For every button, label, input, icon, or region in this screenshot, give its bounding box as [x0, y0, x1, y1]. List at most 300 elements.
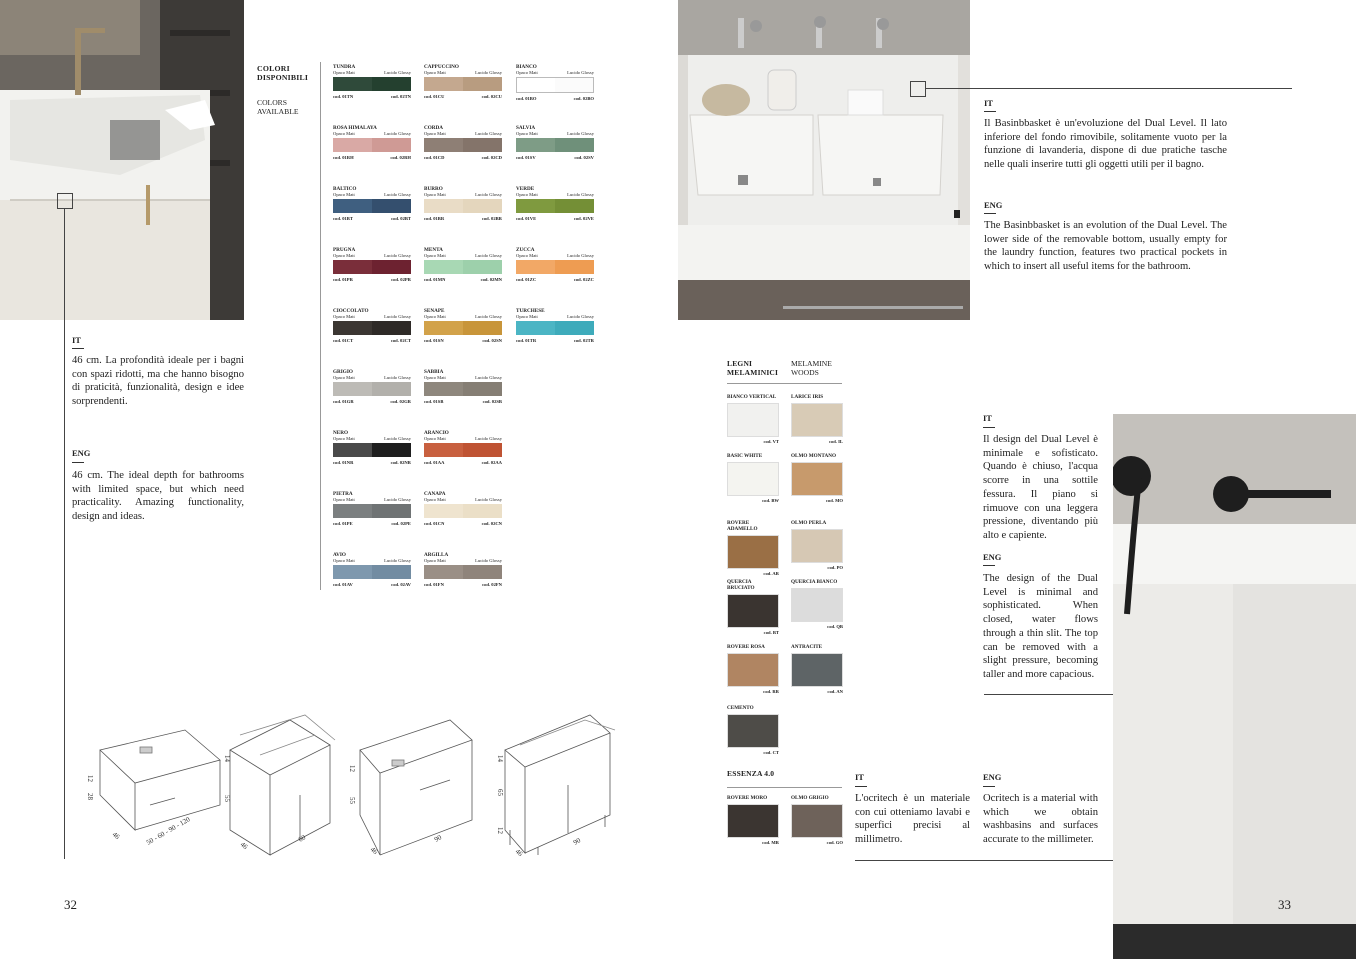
dim-label: 46: [368, 845, 380, 857]
finish-gloss-label: Lucido Glossy: [567, 253, 594, 258]
wood-code: cod. VT: [763, 439, 779, 444]
finish-gloss-label: Lucido Glossy: [384, 497, 411, 502]
page-number-right: 33: [1278, 897, 1291, 912]
mid-it-bar: [983, 427, 995, 428]
swatch-code-gloss: cod. 02CN: [481, 521, 502, 526]
left-eng-bar: [72, 462, 84, 463]
callout-line-top-right: [926, 88, 1292, 89]
dim-label: 65: [496, 789, 504, 796]
swatch-matt-color: [333, 382, 372, 396]
swatch-matt-color: [424, 565, 463, 579]
finish-gloss-label: Lucido Glossy: [384, 375, 411, 380]
woods-heading-rule: [727, 383, 842, 384]
swatch-code-matt: cod. 01BT: [333, 216, 353, 221]
swatch-gloss-color: [372, 138, 411, 152]
swatch-code-gloss: cod. 02BR: [481, 216, 502, 221]
bot-it-text: L'ocritech è un materiale con cui otteniamo lavabi e superfici precisi al millimetro.: [855, 793, 970, 846]
swatch-code-gloss: cod. 02SN: [482, 338, 502, 343]
left-eng-label: ENG: [72, 448, 91, 458]
colors-heading: COLORI DISPONIBILI: [257, 64, 309, 82]
swatch-gloss-color: [463, 199, 502, 213]
left-it-text: 46 cm. La profondità ideale per i bagni con spazi ridotti, ma che hanno bisogno di praticità, funzionalità, design e idee sorprendenti.: [72, 355, 244, 408]
swatch-code-gloss: cod. 02PR: [391, 277, 411, 282]
wood-code: cod. AR: [763, 571, 779, 576]
finish-matt-label: Opaco Matt: [424, 497, 446, 502]
essenza-swatch: [727, 795, 779, 845]
mid-it-text: Il design del Dual Level è minimale e sofisticato. Quando è chiuso, l'acqua scorre in una sottile fessura. Il piano si rimuove con una leggera pressione, diventando più alto e capiente.: [983, 434, 1098, 541]
swatch-code-gloss: cod. 02CU: [481, 94, 502, 99]
wood-tile: [791, 403, 843, 437]
finish-gloss-label: Lucido Glossy: [384, 314, 411, 319]
swatch-gloss-color: [555, 138, 594, 152]
swatch-gloss-color: [372, 199, 411, 213]
color-swatch: [516, 125, 594, 161]
swatch-code-gloss: cod. 02MN: [480, 277, 502, 282]
swatch-gloss-color: [555, 78, 593, 92]
finish-matt-label: Opaco Matt: [424, 253, 446, 258]
top-eng-bar: [984, 213, 996, 214]
color-swatch: [424, 430, 502, 466]
wood-tile: [791, 653, 843, 687]
top-eng-label: ENG: [984, 200, 1003, 210]
swatch-matt-color: [333, 199, 372, 213]
finish-matt-label: Opaco Matt: [333, 70, 355, 75]
wood-code: cod. MO: [825, 498, 843, 503]
color-swatch: [333, 552, 411, 588]
swatch-code-gloss: cod. 02SV: [574, 155, 594, 160]
dimension-drawings: [80, 705, 640, 865]
swatch-name: CAPPUCCINO: [424, 64, 459, 70]
finish-matt-label: Opaco Matt: [333, 192, 355, 197]
sink-photo-illustration: [0, 0, 244, 320]
wood-tile: [791, 529, 843, 563]
cabinet-drawing-2: [230, 715, 335, 855]
swatch-name: SABBIA: [424, 369, 444, 375]
swatch-matt-color: [333, 565, 372, 579]
color-swatch: [333, 186, 411, 222]
dim-label: 50 - 60 - 90 - 120: [145, 815, 192, 847]
swatch-matt-color: [333, 260, 372, 274]
swatch-matt-color: [424, 382, 463, 396]
finish-matt-label: Opaco Matt: [424, 375, 446, 380]
color-swatch: [333, 125, 411, 161]
finish-matt-label: Opaco Matt: [424, 558, 446, 563]
mid-eng-bar: [983, 565, 995, 566]
bot-it-bar: [855, 786, 867, 787]
finish-matt-label: Opaco Matt: [333, 436, 355, 441]
swatch-name: SENAPE: [424, 308, 445, 314]
wood-tile: [727, 403, 779, 437]
swatch-code-gloss: cod. 02VE: [573, 216, 594, 221]
swatch-matt-color: [424, 260, 463, 274]
mid-eng-text: The design of the Dual Level is minimal and sophisticated. When closed, water flows through a thin slit. The top can be removed with a slight pressure, becoming taller and more capacious.: [983, 573, 1098, 680]
swatch-name: ZUCCA: [516, 247, 535, 253]
dual-level-photo: [1113, 414, 1356, 959]
swatch-gloss-color: [372, 260, 411, 274]
swatch-code-matt: cod. 01AA: [424, 460, 445, 465]
color-swatch: [333, 491, 411, 527]
swatch-gloss-color: [463, 321, 502, 335]
woods-heading: LEGNI MELAMINICI: [727, 359, 779, 377]
wood-tile: [727, 535, 779, 569]
callout-marker-top-right: [910, 81, 926, 97]
color-swatch: [424, 491, 502, 527]
swatch-name: ARANCIO: [424, 430, 449, 436]
swatch-name: TUNDRA: [333, 64, 356, 70]
basinbasket-photo: [678, 0, 970, 320]
swatch-matt-color: [516, 321, 555, 335]
swatch-matt-color: [333, 504, 372, 518]
swatch-code-matt: cod. 01VE: [516, 216, 537, 221]
wood-tile: [791, 804, 843, 838]
swatch-code-matt: cod. 01SB: [424, 399, 444, 404]
wood-swatch: [727, 453, 779, 503]
swatch-code-gloss: cod. 02ZC: [573, 277, 594, 282]
finish-gloss-label: Lucido Glossy: [475, 192, 502, 197]
finish-gloss-label: Lucido Glossy: [384, 436, 411, 441]
dim-label: 46: [238, 840, 250, 852]
color-swatch: [333, 64, 411, 100]
swatch-name: BIANCO: [516, 64, 537, 70]
wood-code: cod. QB: [827, 624, 843, 629]
finish-matt-label: Opaco Matt: [424, 436, 446, 441]
bot-it-label: IT: [855, 772, 864, 782]
cabinet-drawing-3: [360, 720, 472, 855]
color-swatch: [424, 308, 502, 344]
dim-label: 90: [433, 833, 444, 844]
callout-marker-left: [57, 193, 73, 209]
finish-gloss-label: Lucido Glossy: [475, 375, 502, 380]
swatch-code-matt: cod. 01FN: [424, 582, 444, 587]
finish-matt-label: Opaco Matt: [516, 131, 538, 136]
swatch-name: PIETRA: [333, 491, 353, 497]
swatch-gloss-color: [372, 321, 411, 335]
dim-label: 60: [297, 833, 308, 844]
finish-gloss-label: Lucido Glossy: [567, 70, 594, 75]
color-swatch: [424, 64, 502, 100]
swatch-name: AVIO: [333, 552, 346, 558]
wood-tile: [791, 588, 843, 622]
swatch-code-gloss: cod. 02GR: [390, 399, 411, 404]
swatch-name: TURCHESE: [516, 308, 545, 314]
finish-matt-label: Opaco Matt: [516, 70, 538, 75]
swatch-gloss-color: [463, 382, 502, 396]
wood-tile: [727, 804, 779, 838]
swatch-matt-color: [424, 77, 463, 91]
swatch-matt-color: [333, 77, 372, 91]
wood-tile: [727, 594, 779, 628]
swatch-gloss-color: [372, 504, 411, 518]
wood-swatch: [791, 579, 843, 629]
dim-label: 55: [348, 797, 356, 804]
top-eng-text: The Basinbbasket is an evolution of the Dual Level. The lower side of the removable bottom, usually empty for the laundry function, features two practical pockets in which to insert all useful items for the bathroom.: [984, 220, 1227, 273]
swatch-code-gloss: cod. 02BO: [573, 96, 594, 101]
essenza-heading-rule: [727, 787, 842, 788]
swatch-code-matt: cod. 01BO: [516, 96, 537, 101]
wood-tile: [727, 714, 779, 748]
mid-eng-label: ENG: [983, 552, 1002, 562]
finish-gloss-label: Lucido Glossy: [567, 131, 594, 136]
swatch-code-gloss: cod. 02SB: [482, 399, 502, 404]
wood-swatch: [727, 394, 779, 444]
finish-gloss-label: Lucido Glossy: [475, 497, 502, 502]
callout-line-left: [64, 209, 65, 859]
swatch-code-gloss: cod. 02BT: [391, 216, 411, 221]
dual-level-illustration: [1113, 414, 1356, 959]
swatch-code-matt: cod. 01TR: [516, 338, 537, 343]
dim-label: 90: [572, 836, 583, 847]
swatch-code-matt: cod. 01BR: [424, 216, 445, 221]
swatch-code-gloss: cod. 02FN: [482, 582, 502, 587]
swatch-gloss-color: [372, 443, 411, 457]
swatch-gloss-color: [463, 443, 502, 457]
color-swatch: [516, 308, 594, 344]
swatch-code-matt: cod. 01SV: [516, 155, 536, 160]
swatch-code-matt: cod. 01AV: [333, 582, 353, 587]
finish-matt-label: Opaco Matt: [333, 131, 355, 136]
wood-name: BASIC WHITE: [727, 453, 763, 459]
color-swatch: [424, 552, 502, 588]
color-swatch: [424, 125, 502, 161]
swatch-name: ROSA HIMALAYA: [333, 125, 377, 131]
color-swatch: [424, 247, 502, 283]
wood-code: cod. CT: [763, 750, 779, 755]
finish-matt-label: Opaco Matt: [333, 314, 355, 319]
swatch-code-gloss: cod. 02RH: [390, 155, 411, 160]
left-it-bar: [72, 348, 84, 349]
bot-eng-label: ENG: [983, 772, 1002, 782]
wood-swatch: [791, 644, 843, 694]
swatch-code-gloss: cod. 02TR: [573, 338, 594, 343]
swatch-matt-color: [333, 443, 372, 457]
swatch-code-matt: cod. 01RH: [333, 155, 354, 160]
swatch-code-matt: cod. 01ZC: [516, 277, 537, 282]
swatch-gloss-color: [555, 260, 594, 274]
color-swatch: [424, 186, 502, 222]
wood-name: OLMO PERLA: [791, 520, 827, 526]
wood-code: cod. BW: [762, 498, 779, 503]
callout-line-bottom: [855, 860, 1152, 861]
finish-gloss-label: Lucido Glossy: [475, 70, 502, 75]
swatch-gloss-color: [463, 138, 502, 152]
wood-name: ROVERE MORO: [727, 795, 768, 801]
swatch-code-matt: cod. 01NR: [333, 460, 354, 465]
wood-swatch: [727, 579, 779, 635]
swatch-matt-color: [424, 504, 463, 518]
finish-gloss-label: Lucido Glossy: [475, 436, 502, 441]
wood-name: BIANCO VERTICAL: [727, 394, 777, 400]
top-it-bar: [984, 111, 996, 112]
wood-swatch: [727, 520, 779, 576]
dim-label: 12: [348, 765, 356, 772]
colors-heading-en: COLORS AVAILABLE: [257, 98, 299, 116]
finish-matt-label: Opaco Matt: [333, 375, 355, 380]
wood-code: cod. GO: [826, 840, 843, 845]
wood-name: QUERCIA BRUCIATO: [727, 579, 755, 591]
cabinet-drawing-4: [505, 715, 615, 855]
finish-matt-label: Opaco Matt: [333, 497, 355, 502]
finish-gloss-label: Lucido Glossy: [475, 131, 502, 136]
top-it-text: Il Basinbbasket è un'evoluzione del Dual Level. Il lato inferiore del fondo rimovibile, solitamente vuoto per la funzione di lavanderia, dispone di due pratiche tasche nelle quali inserire tutti gli oggetti utili per il bagno.: [984, 118, 1227, 171]
swatch-name: PRUGNA: [333, 247, 356, 253]
swatch-gloss-color: [555, 199, 594, 213]
finish-gloss-label: Lucido Glossy: [567, 192, 594, 197]
color-swatch: [333, 430, 411, 466]
swatch-gloss-color: [555, 321, 594, 335]
basinbasket-illustration: [678, 0, 970, 320]
wood-tile: [727, 653, 779, 687]
dim-label: 28: [86, 793, 94, 800]
swatch-name: NERO: [333, 430, 348, 436]
dim-label: 12: [496, 827, 504, 834]
swatch-matt-color: [516, 138, 555, 152]
wood-name: QUERCIA BIANCO: [791, 579, 838, 585]
dim-label: 14: [496, 755, 504, 762]
swatch-name: CIOCCOLATO: [333, 308, 369, 314]
swatch-code-matt: cod. 01CU: [424, 94, 445, 99]
finish-gloss-label: Lucido Glossy: [384, 131, 411, 136]
swatch-code-matt: cod. 01PR: [333, 277, 353, 282]
finish-matt-label: Opaco Matt: [424, 192, 446, 197]
swatch-code-matt: cod. 01CT: [333, 338, 354, 343]
dim-label: 46: [110, 830, 122, 842]
wood-code: cod. RR: [763, 689, 779, 694]
color-swatch: [333, 308, 411, 344]
top-it-label: IT: [984, 98, 993, 108]
wood-swatch: [791, 520, 843, 570]
swatch-name: BALTICO: [333, 186, 357, 192]
dim-label: 14: [223, 755, 231, 762]
swatch-matt-color: [333, 138, 372, 152]
finish-matt-label: Opaco Matt: [424, 131, 446, 136]
finish-gloss-label: Lucido Glossy: [384, 192, 411, 197]
finish-matt-label: Opaco Matt: [333, 558, 355, 563]
swatch-code-gloss: cod. 02NR: [390, 460, 411, 465]
swatch-code-matt: cod. 01MN: [424, 277, 446, 282]
essenza-swatch: [791, 795, 843, 845]
bot-eng-text: Ocritech is a material with which we obtain washbasins and surfaces accurate to the millimeter.: [983, 793, 1098, 846]
swatch-code-gloss: cod. 02AA: [481, 460, 502, 465]
swatch-code-matt: cod. 01GR: [333, 399, 354, 404]
swatch-name: BURRO: [424, 186, 443, 192]
swatch-matt-color: [424, 321, 463, 335]
swatch-code-matt: cod. 01TN: [333, 94, 354, 99]
swatch-code-gloss: cod. 02CT: [390, 338, 411, 343]
swatch-matt-color: [424, 199, 463, 213]
left-it-label: IT: [72, 335, 81, 345]
finish-gloss-label: Lucido Glossy: [475, 558, 502, 563]
finish-matt-label: Opaco Matt: [516, 314, 538, 319]
finish-gloss-label: Lucido Glossy: [384, 70, 411, 75]
color-swatch: [333, 247, 411, 283]
wood-name: OLMO GRIGIO: [791, 795, 829, 801]
essenza-heading: ESSENZA 4.0: [727, 769, 775, 778]
dim-label: 55: [223, 795, 231, 802]
swatch-name: CORDA: [424, 125, 444, 131]
swatch-code-gloss: cod. 02CD: [481, 155, 502, 160]
finish-matt-label: Opaco Matt: [516, 253, 538, 258]
wood-tile: [791, 462, 843, 496]
finish-gloss-label: Lucido Glossy: [384, 253, 411, 258]
finish-matt-label: Opaco Matt: [424, 314, 446, 319]
swatch-gloss-color: [463, 565, 502, 579]
finish-matt-label: Opaco Matt: [333, 253, 355, 258]
cabinet-drawing-1: [100, 730, 220, 830]
swatch-code-gloss: cod. 02PE: [391, 521, 411, 526]
wood-swatch: [791, 394, 843, 444]
dim-label: 12: [86, 775, 94, 782]
woods-heading-en: MELAMINE WOODS: [791, 359, 832, 377]
swatch-matt-color: [424, 138, 463, 152]
finish-gloss-label: Lucido Glossy: [567, 314, 594, 319]
swatch-matt-color: [516, 260, 555, 274]
dim-label: 46: [513, 847, 525, 859]
swatch-gloss-color: [463, 77, 502, 91]
swatch-code-matt: cod. 01CN: [424, 521, 445, 526]
swatch-gloss-color: [372, 77, 411, 91]
finish-gloss-label: Lucido Glossy: [475, 314, 502, 319]
swatch-matt-color: [516, 199, 555, 213]
color-swatch: [516, 64, 594, 102]
wood-swatch: [727, 705, 779, 755]
swatch-gloss-color: [463, 260, 502, 274]
finish-gloss-label: Lucido Glossy: [384, 558, 411, 563]
wood-name: ROVERE ROSA: [727, 644, 765, 650]
left-eng-text: 46 cm. The ideal depth for bathrooms with limited space, but which need practicality. Amazing functionality, design and ideas.: [72, 470, 244, 523]
sink-photo-top-left: [0, 0, 244, 320]
swatch-matt-color: [333, 321, 372, 335]
color-swatch: [516, 247, 594, 283]
color-swatch: [516, 186, 594, 222]
wood-name: LARICE IRIS: [791, 394, 824, 400]
swatch-gloss-color: [372, 382, 411, 396]
color-swatch: [424, 369, 502, 405]
swatch-name: CANAPA: [424, 491, 446, 497]
finish-gloss-label: Lucido Glossy: [475, 253, 502, 258]
swatch-code-matt: cod. 01CD: [424, 155, 445, 160]
swatch-gloss-color: [372, 565, 411, 579]
wood-swatch: [727, 644, 779, 694]
wood-code: cod. MR: [762, 840, 779, 845]
wood-name: CEMENTO: [727, 705, 754, 711]
colors-divider: [320, 62, 321, 590]
wood-code: cod. PO: [827, 565, 843, 570]
mid-it-label: IT: [983, 413, 992, 423]
bot-eng-bar: [983, 786, 995, 787]
wood-name: OLMO MONTANO: [791, 453, 837, 459]
swatch-code-gloss: cod. 02TN: [390, 94, 411, 99]
swatch-name: MENTA: [424, 247, 443, 253]
swatch-name: ARGILLA: [424, 552, 449, 558]
wood-code: cod. BT: [763, 630, 779, 635]
page-number-left: 32: [64, 897, 77, 912]
wood-name: ANTRACITE: [791, 644, 823, 650]
swatch-name: VERDE: [516, 186, 535, 192]
wood-code: cod. IL: [828, 439, 843, 444]
finish-matt-label: Opaco Matt: [516, 192, 538, 197]
swatch-code-matt: cod. 01SN: [424, 338, 444, 343]
swatch-name: SALVIA: [516, 125, 536, 131]
color-swatch: [333, 369, 411, 405]
wood-swatch: [791, 453, 843, 503]
swatch-name: GRIGIO: [333, 369, 353, 375]
finish-matt-label: Opaco Matt: [424, 70, 446, 75]
wood-tile: [727, 462, 779, 496]
swatch-matt-color: [517, 78, 555, 92]
wood-code: cod. AN: [827, 689, 843, 694]
swatch-gloss-color: [463, 504, 502, 518]
swatch-code-gloss: cod. 02AV: [391, 582, 411, 587]
